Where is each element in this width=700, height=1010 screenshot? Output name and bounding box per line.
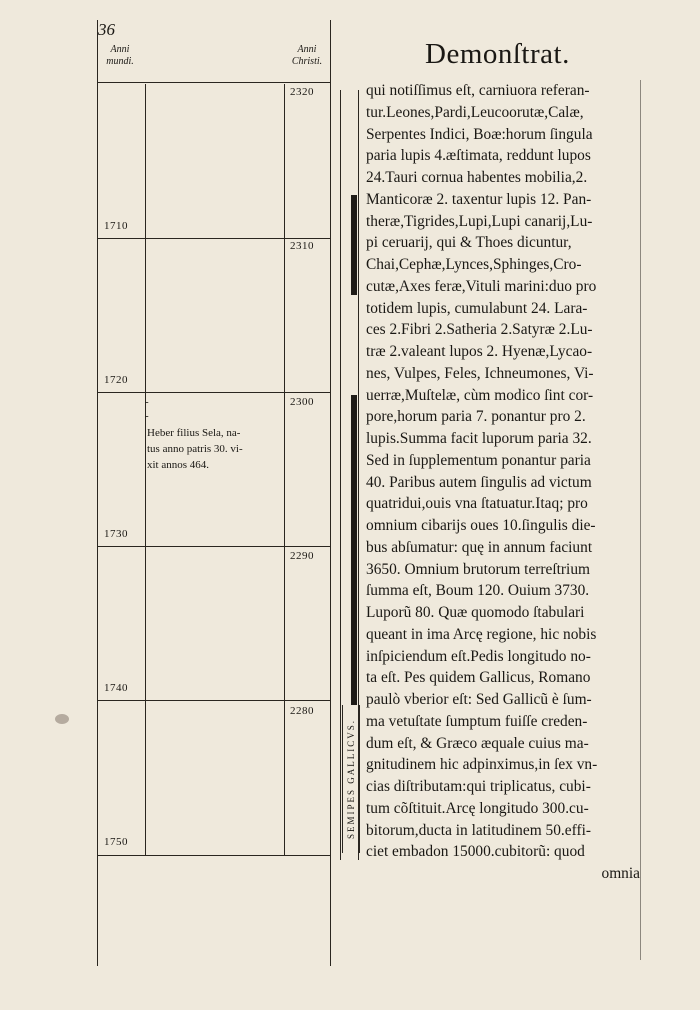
text-line: ma vetuſtate ſumptum fuiſſe creden-	[366, 712, 588, 730]
christi-year: 2310	[290, 240, 314, 252]
semipes-gallicus-label: SEMIPES GALLICVS.	[342, 705, 360, 853]
text-line: bitorum,ducta in latitudinem 50.effi-	[366, 821, 591, 839]
text-line: 24.Tauri cornua habentes mobilia,2.	[366, 169, 588, 186]
mundi-year: 1750	[104, 836, 128, 848]
anni-christi-label-2: Christi.	[291, 56, 323, 67]
text-line: ta eſt. Pes quidem Gallicus, Romano	[366, 669, 591, 687]
text-line: bus abſumatur: quę in annum faciunt	[366, 538, 593, 556]
entry-line: tus anno patris 30. vi-	[147, 443, 243, 455]
text-line: Chai,Cephæ,Lynces,Sphinges,Cro-	[366, 256, 582, 273]
text-line: inſpiciendum eſt.Pedis longitudo no-	[366, 647, 591, 665]
text-line: 3650. Omnium brutorum terreſtrium	[366, 560, 590, 578]
table-col-rule-1	[145, 84, 146, 856]
margin-dash: -	[145, 396, 149, 408]
text-line: lupis.Summa facit luporum paria 32.	[366, 430, 592, 447]
text-line: totidem lupis, cumulabunt 24. Lara-	[366, 299, 588, 317]
text-line: pore,horum paria 7. ponantur pro 2.	[366, 408, 586, 426]
table-row-rule	[97, 238, 331, 239]
text-line: Luporũ 80. Quæ quomodo ſtabulari	[366, 604, 585, 621]
table-header-rule	[97, 82, 331, 83]
mundi-year: 1740	[104, 682, 128, 694]
anni-mundi-label-1: Anni	[110, 44, 130, 55]
table-row-rule	[97, 855, 331, 856]
text-line: paria lupis 4.æſtimata, reddunt lupos	[366, 147, 591, 165]
text-line: theræ,Tigrides,Lupi,Lupi canarij,Lu-	[366, 212, 593, 230]
catchword: omnia	[601, 865, 640, 882]
text-line: gnitudinem hic adpinximus,in ſex vn-	[366, 756, 598, 774]
text-line: paulò vberior eſt: Sed Gallicũ è ſum-	[366, 691, 592, 708]
text-line: omnium cibarijs oues 10.ſingulis die-	[366, 517, 596, 534]
measure-bar	[351, 195, 357, 295]
body-text	[366, 80, 640, 885]
right-edge-rule	[640, 80, 641, 960]
text-line: nes, Vulpes, Feles, Ichneumones, Vi-	[366, 364, 594, 382]
measure-bar	[351, 395, 357, 705]
table-left-rule	[97, 20, 98, 966]
text-line: 40. Paribus autem ſingulis ad victum	[366, 473, 592, 491]
anni-christi-label-1: Anni	[297, 44, 317, 55]
text-line: Manticoræ 2. taxentur lupis 12. Pan-	[366, 190, 592, 208]
text-line: uerræ,Muſtelæ, cùm modico ſint cor-	[366, 386, 594, 404]
table-row-rule	[97, 546, 331, 547]
table-right-rule	[330, 20, 331, 966]
anni-christi-header	[284, 44, 330, 68]
table-row-rule	[97, 392, 331, 393]
christi-year: 2320	[290, 86, 314, 98]
mundi-year: 1710	[104, 220, 128, 232]
text-line: cias diſtributam:qui triplicatus, cubi-	[366, 778, 591, 795]
page-title: Demonſtrat.	[425, 38, 570, 70]
christi-year: 2290	[290, 550, 314, 562]
text-line: tur.Leones,Pardi,Leucoorutæ,Calæ,	[366, 103, 584, 121]
text-line: ces 2.Fibri 2.Satheria 2.Satyræ 2.Lu-	[366, 321, 593, 339]
text-line: cutæ,Axes feræ,Vituli marini:duo pro	[366, 277, 597, 295]
christi-year: 2300	[290, 396, 314, 408]
table-row-rule	[97, 700, 331, 701]
margin-dash: -	[145, 410, 149, 422]
gutter-rule	[340, 90, 341, 860]
entry-line: Heber filius Sela, na-	[147, 427, 241, 439]
page-number: 36	[98, 20, 115, 39]
text-line: Sed in ſupplementum ponantur paria	[366, 451, 591, 469]
text-line: tum cõſtituit.Arcę longitudo 300.cu-	[366, 799, 589, 817]
text-line: queant in ima Arcę regione, hic nobis	[366, 625, 597, 643]
text-line: qui notiſſimus eſt, carniuora referan-	[366, 82, 590, 99]
table-col-rule-2	[284, 84, 285, 856]
text-line: ſumma eſt, Boum 120. Ouium 3730.	[366, 582, 590, 600]
text-line: quatridui,ouis vna ſtatuatur.Itaq; pro	[366, 495, 588, 513]
text-line: Serpentes Indici, Boæ:horum ſingula	[366, 125, 593, 143]
text-line: træ 2.valeant lupos 2. Hyenæ,Lycao-	[366, 343, 593, 360]
text-line: pi ceruarij, qui & Thoes dicuntur,	[366, 234, 572, 252]
text-line: dum eſt, & Græco æquale cuius ma-	[366, 734, 589, 752]
christi-year: 2280	[290, 705, 314, 717]
anni-mundi-label-2: mundi.	[106, 56, 134, 67]
mundi-year: 1730	[104, 528, 128, 540]
mundi-year: 1720	[104, 374, 128, 386]
anni-mundi-header	[100, 44, 140, 68]
text-line: ciet embadon 15000.cubitorũ: quod	[366, 843, 585, 861]
entry-line: xit annos 464.	[147, 459, 210, 471]
chronology-entry	[147, 425, 283, 473]
ink-smudge	[55, 714, 69, 724]
